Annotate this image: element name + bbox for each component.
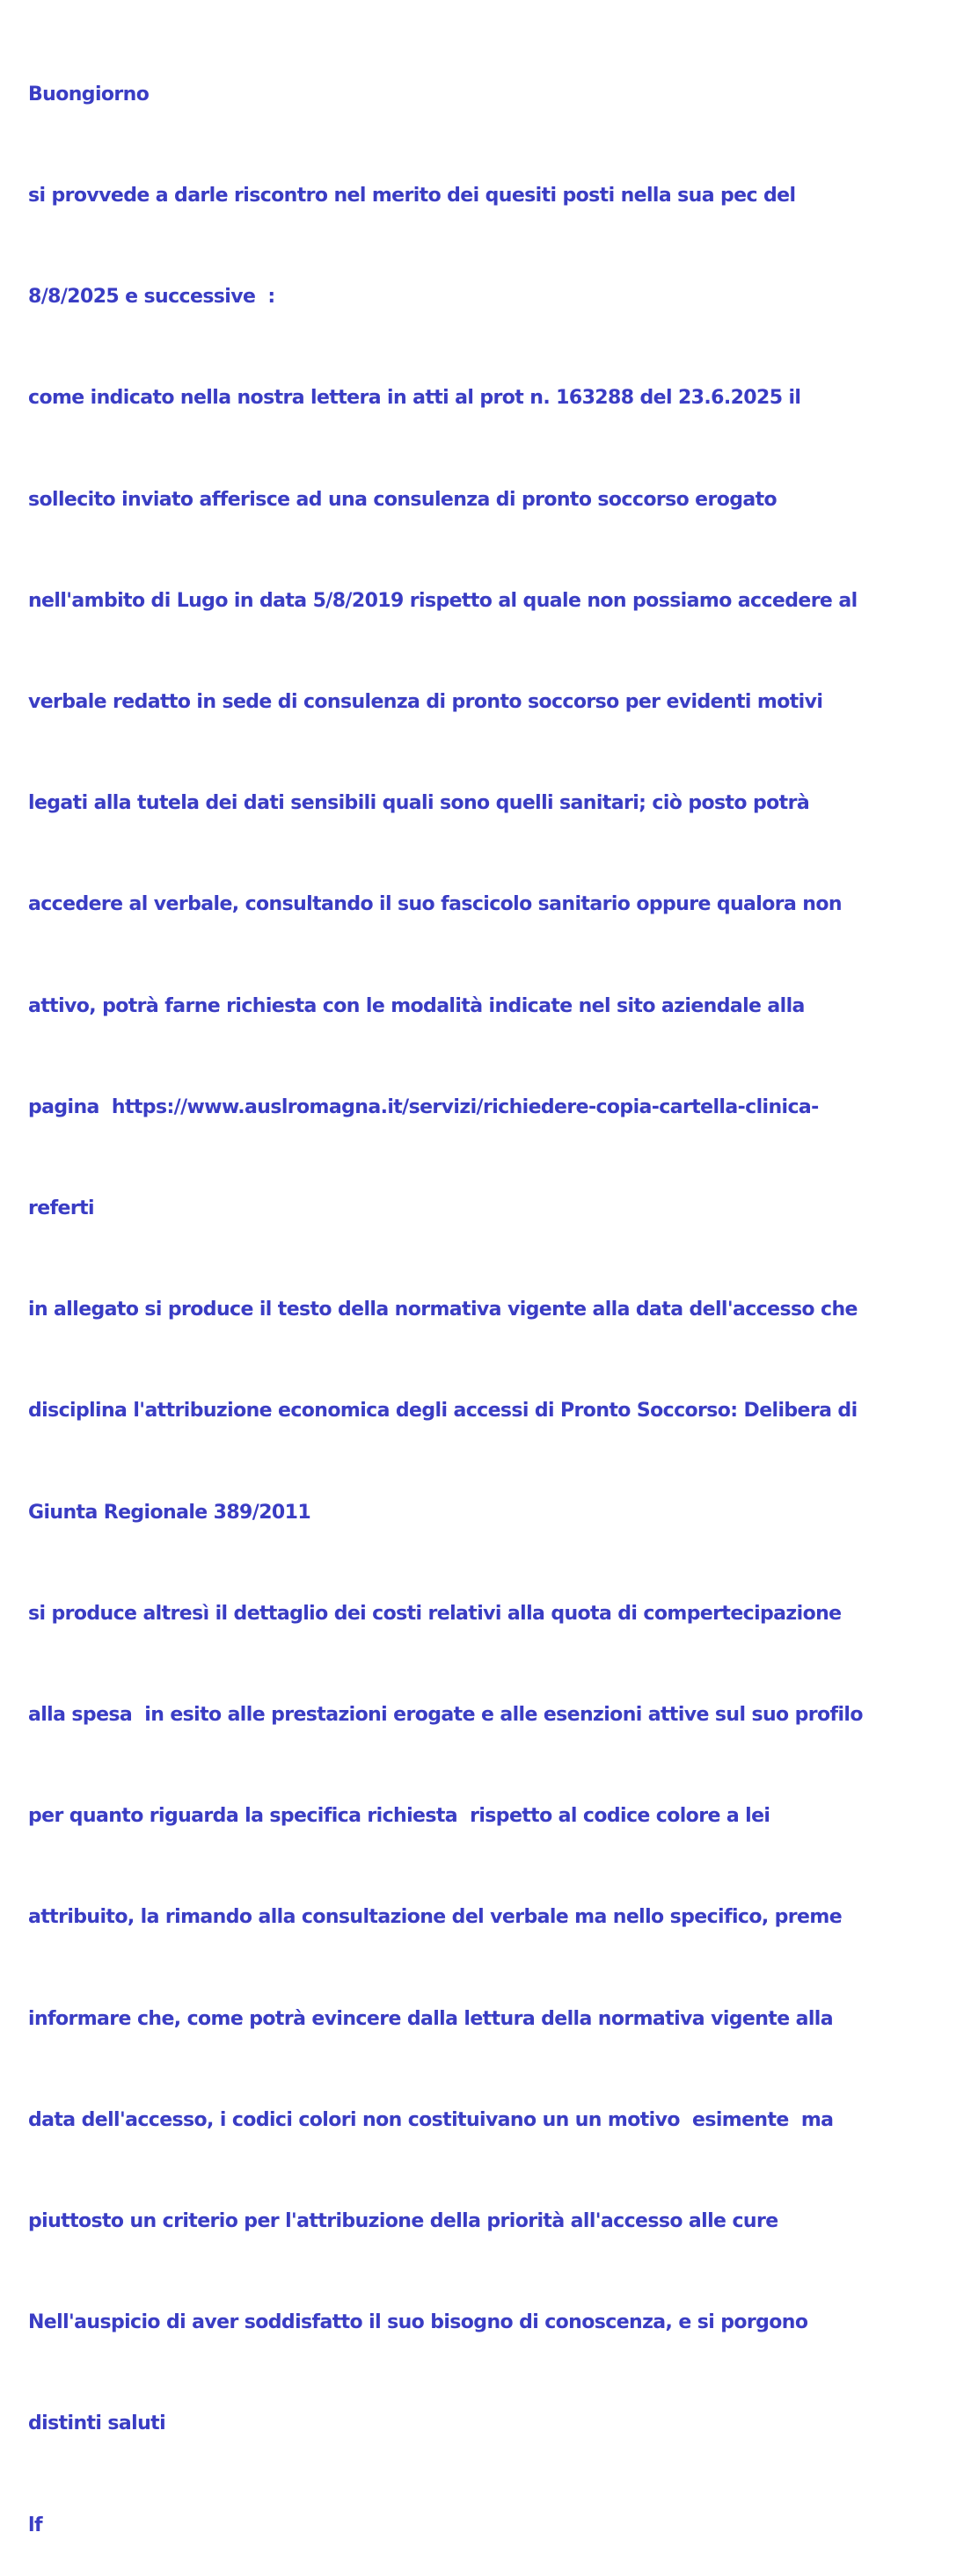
letter-line: attivo, potrà farne richiesta con le modalità indicate nel sito aziendale alla xyxy=(28,994,805,1017)
letter-line: Giunta Regionale 389/2011 xyxy=(28,1501,311,1524)
letter-line: accedere al verbale, consultando il suo fascicolo sanitario oppure qualora non xyxy=(28,893,842,916)
letter-line: 8/8/2025 e successive : xyxy=(28,286,275,309)
letter-line: per quanto riguarda la specifica richiesta rispetto al codice colore a lei xyxy=(28,1805,770,1828)
letter-signature: lf xyxy=(28,2514,42,2536)
letter-line: legati alla tutela dei dati sensibili quali sono quelli sanitari; ciò posto potrà xyxy=(28,792,810,815)
letter-line-url: pagina https://www.auslromagna.it/servizi/richiedere-copia-cartella-clinica- xyxy=(28,1095,819,1118)
letter-line: in allegato si produce il testo della normativa vigente alla data dell'accesso che xyxy=(28,1299,858,1321)
letter-line: sollecito inviato afferisce ad una consulenza di pronto soccorso erogato xyxy=(28,488,778,511)
letter-line: attribuito, la rimando alla consultazione del verbale ma nello specifico, preme xyxy=(28,1906,843,1929)
letter-line: si provvede a darle riscontro nel merito dei quesiti posti nella sua pec del xyxy=(28,185,796,207)
letter-line: disciplina l'attribuzione economica degli accessi di Pronto Soccorso: Delibera di xyxy=(28,1400,858,1423)
letter-line-url: referti xyxy=(28,1197,94,1220)
letter-line: alla spesa in esito alle prestazioni erogate e alle esenzioni attive sul suo profilo xyxy=(28,1704,863,1727)
letter-line: piuttosto un criterio per l'attribuzione della priorità all'accesso alle cure xyxy=(28,2210,778,2233)
letter-line: nell'ambito di Lugo in data 5/8/2019 rispetto al quale non possiamo accedere al xyxy=(28,589,858,612)
letter-line-closing: distinti saluti xyxy=(28,2412,166,2435)
letter-line: verbale redatto in sede di consulenza di pronto soccorso per evidenti motivi xyxy=(28,691,823,714)
letter-body xyxy=(28,11,966,2576)
letter-line: informare che, come potrà evincere dalla lettura della normativa vigente alla xyxy=(28,2007,833,2030)
letter-line-greeting: Buongiorno xyxy=(28,83,150,106)
letter-line: data dell'accesso, i codici colori non costituivano un un motivo esimente ma xyxy=(28,2108,834,2131)
letter-line: come indicato nella nostra lettera in atti al prot n. 163288 del 23.6.2025 il xyxy=(28,387,801,410)
letter-line-closing: Nell'auspicio di aver soddisfatto il suo bisogno di conoscenza, e si porgono xyxy=(28,2311,808,2334)
letter-line: si produce altresì il dettaglio dei costi relativi alla quota di compertecipazione xyxy=(28,1602,842,1625)
